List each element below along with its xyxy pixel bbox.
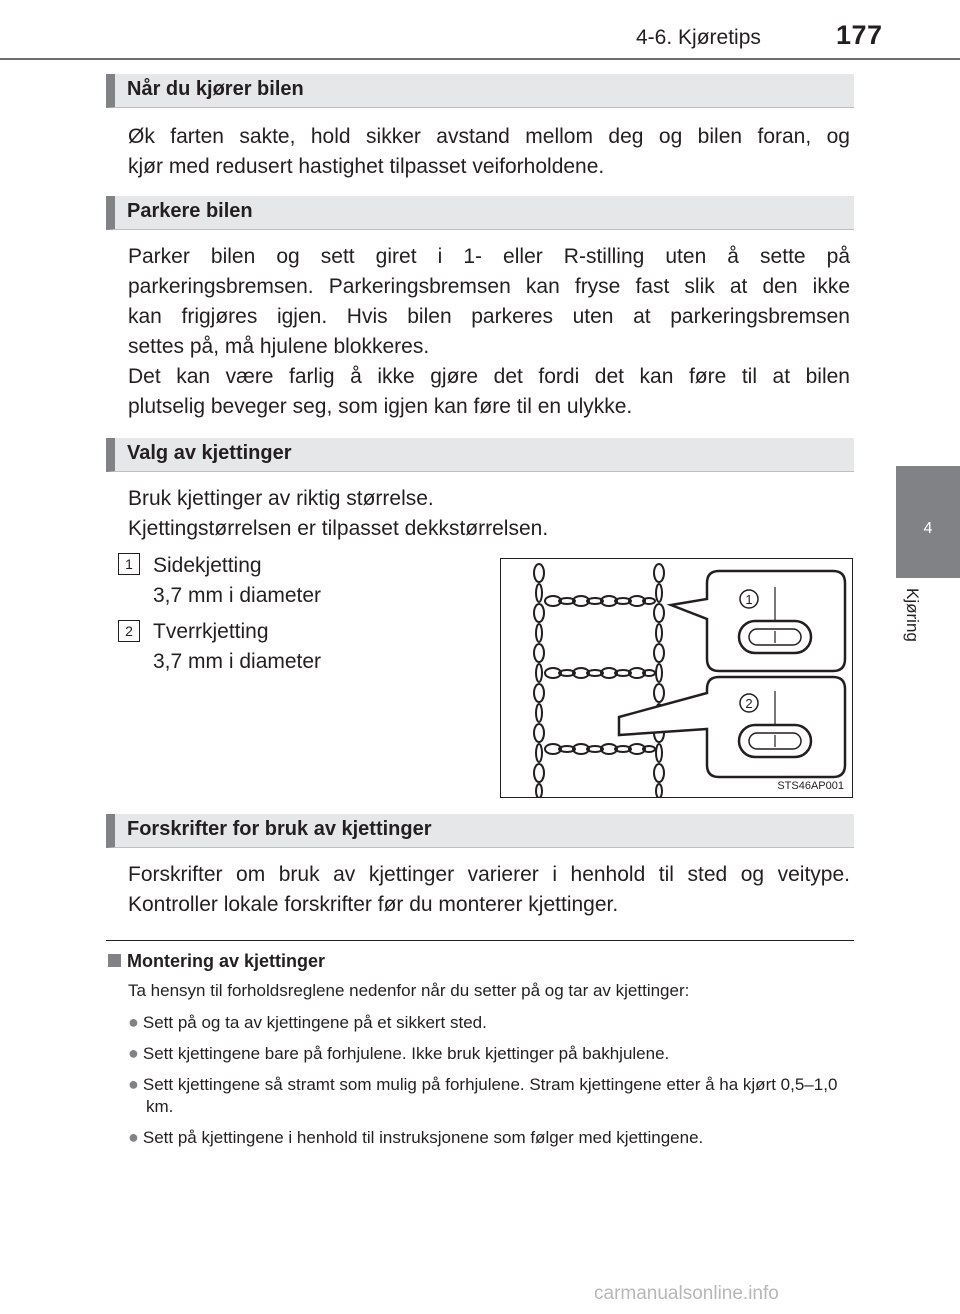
section-heading-text: Parkere bilen [127, 200, 253, 222]
text-line: Øk farten sakte, hold sikker avstand mellom deg og bilen foran, og [128, 125, 850, 148]
callout-number-1: 1 [745, 592, 753, 607]
text-line: Det kan være farlig å ikke gjøre det fordi det kan føre til at bilen [128, 365, 850, 388]
section-body-parking [128, 242, 850, 422]
cross-chain-1 [545, 596, 655, 606]
section-body-driving [128, 122, 850, 182]
text-line: kan frigjøres igjen. Hvis bilen parkeres uten at parkeringsbremsen [128, 305, 850, 328]
page-number: 177 [836, 20, 883, 50]
item-spec: 3,7 mm i diameter [153, 650, 322, 673]
text-line: Kjettingstørrelsen er tilpasset dekkstørrelsen. [128, 517, 549, 540]
callout-box-cross-link [619, 677, 845, 777]
square-bullet-icon [108, 954, 121, 967]
chapter-tab-label-wrap [900, 588, 930, 668]
snow-chain-illustration [501, 559, 852, 797]
section-heading-text: Valg av kjettinger [127, 442, 292, 464]
section-body-chains [128, 484, 850, 544]
bullet-dot-icon: ● [128, 1043, 139, 1063]
cross-chain-2 [545, 668, 655, 678]
chapter-tab-number: 4 [923, 520, 933, 537]
chapter-title: 4-6. Kjøretips [636, 26, 761, 49]
item-number-badge: 2 [118, 620, 140, 642]
bullet-dot-icon: ● [128, 1012, 139, 1032]
chain-item-side [153, 551, 321, 611]
mounting-intro: Ta hensyn til forholdsreglene nedenfor når du setter på og tar av kjettinger: [128, 981, 690, 1000]
mounting-bullet [128, 1011, 856, 1034]
text-line: parkeringsbremsen. Parkeringsbremsen kan fryse fast slik at den ikke [128, 275, 850, 298]
text-line: Forskrifter om bruk av kjettinger varierer i henhold til sted og veitype. [128, 863, 850, 886]
right-side-chain [654, 564, 664, 797]
bullet-dot-icon: ● [128, 1127, 139, 1147]
bullet-text: Sett kjettingene så stramt som mulig på forhjulene. Stram kjettingene etter å ha kjørt 0,5–1,0 km. [142, 1075, 838, 1116]
callout-number-2: 2 [745, 696, 753, 711]
text-line: Parker bilen og sett giret i 1- eller R-stilling uten å sette på [128, 245, 850, 268]
text-line: plutselig beveger seg, som igjen kan føre til en ulykke. [128, 395, 633, 418]
bullet-text: Sett kjettingene bare på forhjulene. Ikke bruk kjettinger på bakhjulene. [142, 1044, 670, 1063]
left-side-chain [534, 564, 544, 797]
snow-chain-figure [500, 558, 853, 798]
bullet-text: Sett på og ta av kjettingene på et sikkert sted. [142, 1013, 487, 1032]
section-divider [106, 940, 854, 941]
section-heading-driving [106, 74, 854, 108]
cross-chain-3 [545, 744, 655, 754]
item-spec: 3,7 mm i diameter [153, 584, 322, 607]
item-number-badge: 1 [118, 553, 140, 575]
item-name: Sidekjetting [153, 554, 262, 577]
chain-item-cross [153, 617, 321, 677]
header-divider [0, 58, 960, 60]
mounting-bullet [128, 1042, 856, 1065]
watermark: carmanualsonline.info [594, 1283, 779, 1304]
section-body-regulations [128, 860, 850, 920]
text-line: settes på, må hjulene blokkeres. [128, 335, 430, 358]
text-line: kjør med redusert hastighet tilpasset veiforholdene. [128, 155, 605, 178]
bullet-dot-icon: ● [128, 1074, 139, 1094]
bullet-text: Sett på kjettingene i henhold til instruksjonene som følger med kjettingene. [142, 1128, 704, 1147]
text-line: Kontroller lokale forskrifter før du monterer kjettinger. [128, 893, 619, 916]
section-heading-parking [106, 196, 854, 230]
mounting-bullet [128, 1073, 856, 1118]
section-heading-text: Forskrifter for bruk av kjettinger [127, 818, 432, 840]
section-heading-text: Når du kjører bilen [127, 78, 304, 100]
chapter-tab-label: Kjøring [903, 588, 922, 642]
mounting-bullet [128, 1126, 856, 1149]
section-heading-chains [106, 438, 854, 472]
text-line: Bruk kjettinger av riktig størrelse. [128, 487, 434, 510]
item-name: Tverrkjetting [153, 620, 269, 643]
mounting-heading [108, 951, 325, 972]
section-heading-regulations [106, 814, 854, 848]
mounting-heading-text: Montering av kjettinger [127, 951, 326, 971]
figure-code: STS46AP001 [777, 780, 844, 792]
